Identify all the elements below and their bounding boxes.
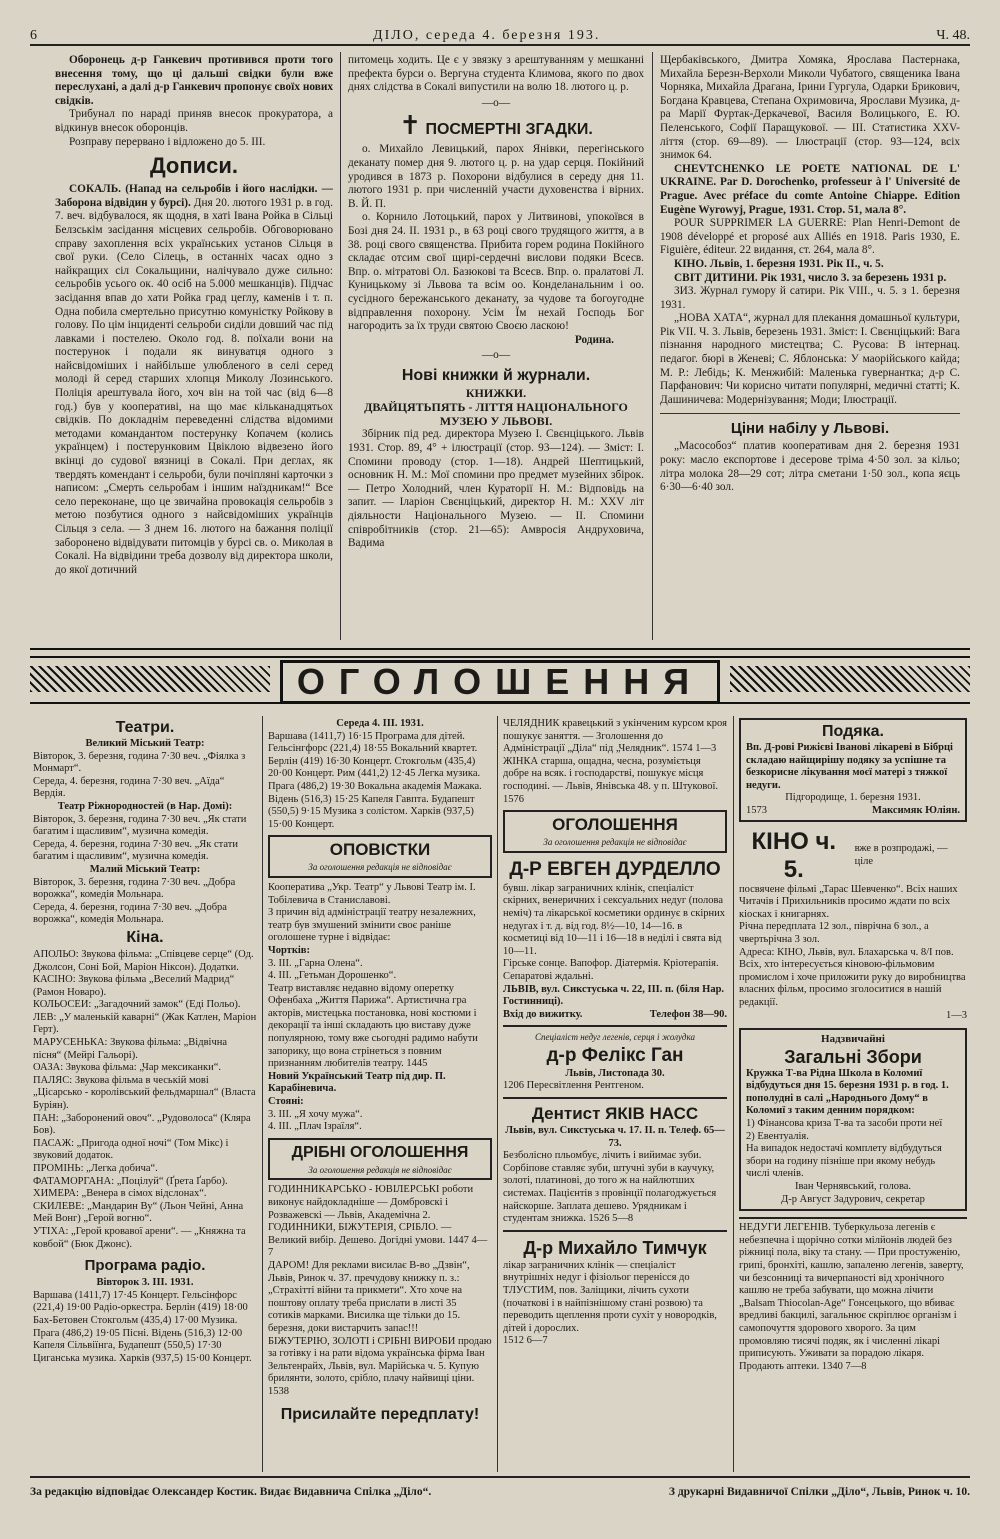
ads-banner <box>30 648 970 710</box>
divider <box>660 413 960 414</box>
notice-text: Кооператива „Укр. Театр“ у Львові Театр ім. І. Тобілевича в Станиславові. <box>268 881 476 906</box>
banner-title: ОГОЛОШЕННЯ <box>280 660 720 704</box>
small-ads-note: За оголошення редакція не відповідає <box>308 1164 452 1175</box>
notices-title: ОПОВІСТКИ <box>329 840 431 860</box>
theatre-show: Середа, 4. березня, година 7·30 веч. „Аїда“ Вердія. <box>33 775 225 800</box>
printer-line: З друкарні Видавничої Спілки „Діло“, Львів, Ринок ч. 10. <box>668 1486 970 1498</box>
column-divider <box>262 716 263 1472</box>
cinema-entry: ПАЛЯС: Звукова фільма в чеській мові „Цісарсько - королівський фельдмаршал“ (Власта Буріян). <box>33 1074 256 1112</box>
book-title: ДВАЙЦЯТЬПЯТЬ - ЛІТТЯ НАЦІОНАЛЬНОГО МУЗЕЮ У ЛЬВОВІ. <box>364 400 628 429</box>
article-continuation: питомець ходить. Це є у звязку з арештуванням у мешканні префекта бурси о. Вергуна студента Климова, якого по двох днях слідства в Сокалі випустили на волю 18. лютого ц. р. <box>348 54 644 94</box>
obituary: о. Михайло Левицький, парох Янівки, перегінського деканату помер дня 9. лютого ц. р. на удар серця. Покійний уродився в 1873 р. Похорони відбулися в середу дня 11. лютого 1931 р. при численній участи духовенства і вірних. В. Й. П. <box>348 143 644 210</box>
book-description: Збірник під ред. директора Музею І. Свєнціцького. Львів 1931. Стор. 89, 4° + ілюстрації (стор. 93—124). — Зміст: І. Спомини проводу (стор. 1—18). Андрей Шептицький, основник Н. М.: Мої спомини про предмет музейних збірок. — Петро Холодний, член Кураторії Н. М.: Відповідь на запит. — Іларіон Свєнціцький, директор Н. М.: XXV літ діяльности Національного Музею. — II. Спомини співробітників (стор. 21—65): Амвросія Андруховича, Вадима <box>348 428 644 550</box>
ads-title: ОГОЛОШЕННЯ <box>552 815 678 835</box>
doctor-specialty: Спеціаліст недуг легенів, серця і жолудка <box>535 1032 695 1043</box>
court-paragraph: Оборонець д-р Ганкевич противився проти того внесення тому, що ці дальші свідки були вже переслухані, а далі д-р Ганкевич пропонує своїх нових свідків. <box>55 54 333 107</box>
dentist-address: Львів, вул. Сикстуська ч. 17. II. п. Телеф. 65—73. <box>505 1125 725 1149</box>
cross-icon: ✝ <box>399 110 422 141</box>
doctor-address: ЛЬВІВ, вул. Сикстуська ч. 22, III. п. (біля Нар. Гостинниці). <box>503 983 725 1008</box>
small-ad: ГОДИННИКАРСЬКО - ЮВІЛЕРСЬКІ роботи виконує найдокладніше — Домбровскі і Розважевскі — Львів, Академічна 2. ГОДИННИКИ, БІЖУТЕРІЯ, СРІБЛО. — Великий вибір. Дешево. Догідні умови. 1447 4—7 <box>268 1184 488 1259</box>
theatre-show: Вівторок, 3. березня, година 7·30 веч. „Як стати багатим і щасливим“, музична комедія. <box>33 813 247 838</box>
doctor-footer: 1512 6—7 <box>503 1335 548 1347</box>
cinema-entry: ОАЗА: Звукова фільма: „Чар мексиканки“. <box>33 1062 222 1074</box>
kino-header: КІНО ч. 5. вже в розпродажі, — ціле <box>751 827 948 883</box>
medicine-text: НЕДУГИ ЛЕГЕНІВ. Туберкульоза легенів є небезпечна і щорічно сотки мілйонів людей без ріжниці пола, віку та стану. — При простуженію, грипі, бронхіті, кашлю, запаленю легенів, заверту, чи безсонниці та вичерпаності від хронічного кашлю не треба забувати, що можна лічити „Balsam Thiocolan-Age“ Гонсецького, що вбиває вредливі бакцилі, загальнює скріплює організм і самопочуття здорового хворого. За цим промовляю тисячі подяк, як і численні лікарі приписують. Уживати за порадою лікаря. Продають аптеки. 1340 7—8 <box>739 1222 964 1372</box>
divider <box>503 1025 727 1027</box>
doctor-footer: 1206 Пересвітлення Рентгеном. <box>503 1080 644 1092</box>
notice-show: 3. III. „Гарна Олена“. <box>268 957 363 969</box>
column-divider <box>652 52 653 640</box>
dentist-text: Безболісно пльомбує, лічить і вийимає зуби. Сорбіпове ставляє зуби, штучні зуби в каучуку, золоті, платинові, до того ж на найлютших системах. Пацієнтів з провінції полагоджується найскорше. Заплата дешево. Урядникам і студентам знижка. 1526 5—8 <box>503 1150 717 1225</box>
books-title: Нові книжки й журнали. <box>401 366 591 384</box>
magazine-entry: КІНО. Львів, 1. березня 1931. Рік II., ч. 5. <box>674 257 884 270</box>
notices-note: За оголошення редакція не відповідає <box>308 862 452 873</box>
radio-title: Програма радіо. <box>84 1257 206 1275</box>
cinema-entry: ПРОМІНЬ: „Легка добича“. <box>33 1163 158 1174</box>
editor-line: За редакцію відповідає Олександер Костик. Видає Видавнича Спілка „Діло“. <box>30 1486 432 1498</box>
kino-text: посвячене фільмі „Тарас Шевченко“. Всіх наших Читачів і Прихильників просимо ждати по всіх кіосках і книгарнях. <box>739 883 958 920</box>
page-header <box>30 22 970 46</box>
notice-show: 4. III. „Гетьман Дорошенко“. <box>268 970 397 982</box>
magazine-entry: СВІТ ДИТИНИ. Рік 1931, число 3. за березень 1931 р. <box>674 271 947 284</box>
small-ads-box <box>268 1138 492 1181</box>
notice-town: Стояні: <box>268 1096 304 1108</box>
meeting-title: Загальні Збори <box>784 1046 922 1067</box>
thanks-footer: 1573 Максимяк Юліян. <box>746 804 960 816</box>
article-column-3 <box>660 54 960 644</box>
notice-show: 4. III. „Плач Ізраїля“. <box>268 1121 362 1133</box>
meeting-pre: Надзвичайні <box>821 1033 885 1046</box>
theatre-show: Вівторок, 3. березня, година 7·30 веч. „Фіялка з Монмарт“. <box>33 750 246 775</box>
kino-call: Всіх, хто інтересується кіновою-фільмовим промислом і хоче приложити руку до виробництва власних фільм, просимо зголоситися в нашій редакції. <box>739 959 966 1008</box>
theatre-name: Великий Міський Театр: <box>85 738 205 749</box>
issue-number: Ч. 48. <box>936 28 970 43</box>
article-column-1 <box>55 54 333 644</box>
divider-mark: —o— <box>481 349 511 362</box>
prices-title: Ціни набілу у Львові. <box>730 420 890 438</box>
medicine-ad <box>739 1217 967 1373</box>
doctor-name: Д-Р ЕВГЕН ДУРДЕЛЛО <box>509 858 721 880</box>
divider <box>503 1230 727 1232</box>
doctor-text: бувш. лікар заграничних клінік, спеціаліст скірних, венеричних і сексуальних недуг (полова неміч) та лікарської косметики ординує в скірних недугах і т. д. від год. 8½—10, 14—16. в косметиці від 10—11 і 16—18 в неділі і свята від 10—11. <box>503 882 725 957</box>
cinema-entry: ФАТАМОРГАНА: „Поцілуй“ (Ґрета Ґарбо). <box>33 1175 228 1187</box>
obituary-signature: Родина. <box>574 333 614 346</box>
kino-price: Річна передплата 12 зол., піврічна 6 зол., а чвертьрічна 3 зол. <box>739 921 929 945</box>
divider-mark: —o— <box>481 96 511 109</box>
meeting-item: 2) Евентуалія. <box>746 1130 809 1142</box>
cinema-entry: КОЛЬОСЕИ: „Загадочний замок“ (Еді Польо). <box>33 999 241 1011</box>
notices-box <box>268 835 492 878</box>
small-ad: БІЖУТЕРІЮ, ЗОЛОТІ і СРІБНІ ВИРОБИ продаю за готівку і на рати відома українська фірма Іван Зельтенрайх, Львів, вул. Марійська ч. 5. Купую брилянти, золото, срібло, плачу найвищі ціни. 1538 <box>268 1335 492 1397</box>
notice-text: Театр виставляє недавно відому оперетку Офенбаха „Життя Парижа“. Артистична гра акторів, мистецька постановка, нові костюми і декорації та інші складають цю виставу дуже популярною, тому вже сьогодні радимо набути запорику, що вона стрінеться з повним признанням любителів театру. 1445 <box>268 982 478 1070</box>
doctor-text: лікар заграничних клінік — спеціаліст внутрішніх недуг і фізіольог перенісся до ТЛУСТИМ, пов. Заліщики, лічить сухоти (початкові і в найпізнішому стані розвою) та переводить щеплення проти сухіт у новородків, дітей і дорослих. <box>503 1259 717 1334</box>
cinemas-title: Кіна. <box>126 928 164 946</box>
book-entry: CHEVTCHENKO LE POETE NATIONAL DE L' UKRAINE. Par D. Dorochenko, professeur à l' Université de Prague. Avec préface du comte Antoine Chiappe. Edition Eugène Wyrowyj, Prague, 1931. Стор. 51, мала 8°. <box>660 162 960 216</box>
section-title: Дописи. <box>149 153 239 179</box>
banner-hatch <box>30 666 270 692</box>
cinema-entry: ПАСАЖ: „Пригода одної ночі“ (Том Мікс) і звуковий додаток. <box>33 1137 229 1162</box>
radio-programme: Варшава (1411,7) 17·45 Концерт. Гельсінфорс (221,4) 19·00 Радіо-оркестра. Берлін (419) 18·00 Бах-Бетовен Стокгольм (435,4) 17·00 Музика. Прага (486,2) 19·05 Пісні. Відень (516,3) 12·00 Капеля Сільвіїнга, Будапешт (550,5) 17·30 Циганська музика. Харків (937,5) 15·00 Концерт. <box>33 1289 252 1364</box>
article-column-2 <box>348 54 644 644</box>
divider <box>503 1097 727 1099</box>
obituary: о. Корнило Лотоцький, парох у Литвинові, упокоївся в Бозі дня 24. II. 1931 р., в 63 році свого трудящого життя, а в 38. році свого священства. Прибита горем родина Покійного складає отсим свої щирі-сердечні вислови подяки Всесв. Впр. о. мітратові Ол. Базюкові та Всесв. Впр. о. пралатові Л. Куницькому зі Львова та всім оо. Конделанальним і оо. сусідного бережанського деканату, за чудове та богоугодне відправлення похорону. Усім Їм нехай Господь Бог нагородить за їх труди святою Своєю ласкою! <box>348 211 644 333</box>
thanks-title: Подяка. <box>822 723 884 740</box>
doctor-footer: Вхід до вижитку. Телефон 38—90. <box>503 1008 727 1020</box>
cinema-entry: МАРУСЕНЬКА: Звукова фільма: „Відвічна пісня“ (Мейрі Гальорі). <box>33 1037 228 1061</box>
cinema-entry: АПОЛЬО: Звукова фільма: „Співцеве серце“ (Од. Джолсон, Соні Бой, Маріон Ніксон). Додатки. <box>33 948 254 973</box>
radio-day: Середа 4. III. 1931. <box>336 718 424 729</box>
magazine-entry: „НОВА ХАТА“, журнал для плекання домашньої культури, Рік VII. Ч. 3. Львів, березень 1931. Зміст: І. Свєнціцький: Вага пізнання народного мистецтва; С. Русова: В інтернац. педагог. бюрі в Женеві; С. Яблонська: У маорійського кайда; М. Р.: Лебідь; К. Менжибій: Маленька гувернантка; д-р С. Парфанович: Чи корисно читати популярні, медичні статті; К. Дашиничева: Модернізування; Моди; Ілюстрації. <box>660 312 960 406</box>
thanks-place: Підгородище, 1. березня 1931. <box>785 792 921 804</box>
theatre-show: Вівторок, 3. березня, година 7·30 веч. „Добра ворожка“, комедія Мольнара. <box>33 876 236 901</box>
doctor-name: Д-р Михайло Тимчук <box>523 1237 707 1258</box>
kino-address: Адреса: КІНО, Львів, вул. Блахарська ч. 8/I пов. <box>739 946 954 958</box>
doctor-text: Гірське сонце. Вапофор. Діатермія. Кріотерапія. Сепаратові ждальні. <box>503 958 719 982</box>
radio-programme: Варшава (1411,7) 16·15 Програма для дітей. Гельсінгфорс (221,4) 18·55 Вокальний квартет. Берлін (419) 16·30 Концерт. Стокгольм (435,4) 20·00 Концерт. Рим (441,2) 12·45 Легка музика. Прага (486,2) 19·30 Вокальна академія Мажака. Відень (516,3) 15·25 Капеля Гавпта. Будапешт (550,5) 9·15 Музика з солістом. Харків (937,5) 15·00 Концерт. <box>268 730 482 830</box>
book-contents: Щербаківського, Дмитра Хомяка, Ярослава Пастернака, Михайла Березн-Верхоли Миколи Чубатого, священика Івана Чорняка, Михайла Драгана, Ірини Гургула, Одарки Брикович, Богдана Кравцева, Степана Охримовича, Ярослави Музика, д-ра Марії Фуртак-Деркачевої, Василя Волицького, Е. Ю. Пеленського, Софії Паращукової. — III. Статистика XXV-ліття (стор. 69—89). — Ілюстрації (стор. 93—124, всіх знимок 64. <box>660 54 960 162</box>
article-text: Дня 20. лютого 1931 р. в год. 7. веч. відбувалося, як щодня, в хаті Івана Ройка в Сільці Белзськім засідання місцевих сельробів. Обговорювано справу захоплення всіх українських установ Сільця в свої руки. (Село Сілець, в останніх часах одно з найкращих сіл Сокальщини, налічувало дуже сильно: сельробів усього ок. 40 осіб на 5.000 мешканців). Підчас засідання впав до хати Ройка град цеглу, каменів і т. п. Одна побила смертельно присутню комуністку Ройкову в голову. По цім інциденті сельроби сиділи довший час під лавками і постелею. Около год. 8. поїхали вони на постерунок і подали як винуватця одного з найсвідоміших і найбільше улюбленого в селі серед молоді й серед старших хлопця Миколу Лозинського. Поліція арештувала його, хоч він на той час (від 6—8 год.) був у кооперативі, на що має кільканадцятьох свідків. По докладнім переведенні слідства відомими методами командантом постерунку Копачем (колись українцем) і постерунковим Цвіклою відвезено його вкінці до судової вязниці в Сокалі. При деглах, як твердять комендант і сельроби, були почіпляні карточки з написом: „Смерть сельробам і іншим наїздникам!“ Все село переконане, що це звичайна провокація сельробів з метою позбутися одного з найсвідоміших українців Сільця з села. — З днем 16. лютого на бажання поліції заборонено відвідувати питомців у бурсі св. о. Миколая в Сокалі. На відвідини треба дозволу від директора школи, до якої дотичний <box>55 196 333 576</box>
notice-text: Новий Український Театр під дир. П. Карабіневича. <box>268 1070 446 1095</box>
court-paragraph: Розправу перерванo і відложено до 5. III. <box>69 135 266 148</box>
meeting-signature: Д-р Август Задурович, секретар <box>781 1193 925 1205</box>
books-subtitle: КНИЖКИ. <box>465 385 527 400</box>
book-entry: POUR SUPPRIMER LA GUERRE: Plan Henri-Demont de 1908 développé et proposé aux Alliés en 1918. Paris 1930, E. Figuière, éditeur. 22 видання, ст. 264, мала 8°. <box>660 217 960 257</box>
meeting-signature: Іван Чернявський, голова. <box>794 1181 912 1193</box>
theatres-title: Театри. <box>115 719 175 736</box>
ads-column-4 <box>739 718 967 1472</box>
cinema-entry: ЛЕВ: „У маленькій каварні“ (Жак Катлен, Маріон Герт). <box>33 1011 257 1036</box>
small-ad: ЖІНКА старша, ощадна, чесна, розумієтьця добре на всяк. і господарстві, пошукує місця господині. — Львів, Янівська 48. у п. Штукової. 1576 <box>503 755 719 805</box>
ads-note: За оголошення редакція не відповідає <box>543 837 687 848</box>
article-lead: СОКАЛЬ. (Напад на сельробів і його наслідки. — Заборона відвідин у бурсі). <box>55 183 333 209</box>
masthead: ДІЛО, середа 4. березня 193. <box>373 28 601 43</box>
theatre-show: Середа, 4. березня, година 7·30 веч. „Як стати багатим і щасливим“, музична комедія. <box>33 838 238 863</box>
theatre-name: Малий Міський Театр: <box>89 863 201 875</box>
prices-text: „Масособоз“ платив кооперативам дня 2. березня 1931 року: масло експортове і десерове тріма 4·50 зол. за кільо; літра молока 28—29 сот; літра сметани 1·50 зол., копа яєць 6·30—6·40 зол. <box>660 440 960 494</box>
radio-day: Вівторок 3. III. 1931. <box>96 1277 194 1289</box>
thanks-text: Вп. Д-рові Рижієві Іванові лікареві в Бібрці складаю найщирішу подяку за успішне та безкорисне лікування моєї матері з тяжкої недуги. <box>746 742 953 791</box>
dentist-name: Дентист ЯКІВ НАСС <box>531 1104 699 1124</box>
small-ad: ДАРОМ! Для реклами висилає В-во „Дзвін“, Львів, Ринок ч. 37. пречудову книжку п. з.: „Страхітті війни та прикмети“. Хто хоче на поштову оплату треба прислати в листі 35 сотиків марками. Висилка ще тільки до 15. березня, доки вистарчить запас!!! <box>268 1259 470 1334</box>
meeting-text: Кружка Т-ва Рідна Школа в Коломиї відбудуться дня 15. березня 1931 р. в год. 1. пополудні в салі „Народнього Дому“ в Коломиї з таким денним порядком: <box>746 1067 949 1117</box>
notice-text: З причин від адміністрації театру незалежних, театр був змушений змінити своє раніше оголошене турне і відвідає: <box>268 907 476 944</box>
ads-column-1 <box>33 718 257 1472</box>
magazine-entry: ЗИЗ. Журнал гумору й сатири. Рік VIII., ч. 5. з 1. березня 1931. <box>660 285 960 311</box>
notice-town: Чортків: <box>268 944 310 956</box>
small-ad: ЧЕЛЯДНИК кравецький з укінченим курсом кроя пошукує заняття. — Зголошення до Адміністрації „Діла“ під „Челядник“. 1574 1—3 <box>503 718 727 755</box>
kino-number: 1—3 <box>946 1009 967 1021</box>
cinema-entry: ХИМЕРА: „Венера в сімох відслонах“. <box>33 1188 207 1200</box>
column-divider <box>340 52 341 640</box>
column-divider <box>733 716 734 1472</box>
obituaries-title: ✝ ПОСМЕРТНІ ЗГАДКИ. <box>399 110 593 141</box>
theatre-show: Середа, 4. березня, година 7·30 веч. „Добра ворожка“, комедія Мольнара. <box>33 901 227 926</box>
cinema-entry: СКИЛЕВЕ: „Мандарин Ву“ (Льон Чейні, Анна Мей Вонг) „Герой вогню“. <box>33 1200 244 1225</box>
ads-column-3 <box>503 718 727 1472</box>
doctor-name: д-р Фелікс Ган <box>546 1044 684 1066</box>
cinema-entry: УТІХА: „Герой кровавої арени“. — „Княжна та ковбой“ (Бюк Джонс). <box>33 1225 246 1250</box>
small-ads-title: ДРІБНІ ОГОЛОШЕННЯ <box>291 1143 469 1161</box>
cinema-entry: ПАН: „Заборонений овоч“. „Рудоволоса“ (Кляра Бов). <box>33 1112 251 1137</box>
meeting-item: 1) Фінансова криза Т-ва та засоби проти неї <box>746 1118 943 1130</box>
thanks-box <box>739 718 967 822</box>
ads-column-2 <box>268 718 492 1472</box>
ads-box <box>503 810 727 853</box>
theatre-name: Театр Ріжнородностей (в Нар. Домі): <box>57 800 233 812</box>
page-number: 6 <box>30 28 37 43</box>
banner-stripe <box>30 648 970 658</box>
column-divider <box>497 716 498 1472</box>
kino-ad <box>739 828 967 1023</box>
banner-hatch <box>730 666 970 692</box>
meeting-box <box>739 1028 967 1211</box>
subscribe-call: Присилайте передплату! <box>280 1405 480 1423</box>
page-footer <box>30 1476 970 1506</box>
notice-show: 3. III. „Я хочу мужа“. <box>268 1108 363 1120</box>
cinema-entry: КАСІНО: Звукова фільма „Веселий Мадрид“ (Рамон Новаро). <box>33 974 235 998</box>
meeting-note: На випадок недостачі комплету відбудуться збори на годину пізніше при якому небудь числі членів. <box>746 1143 942 1180</box>
court-paragraph: Трибунал по нараді приняв внесок прокуратора, а відкинув внесок оборонців. <box>55 108 333 134</box>
doctor-address: Львів, Листопада 30. <box>565 1067 665 1079</box>
